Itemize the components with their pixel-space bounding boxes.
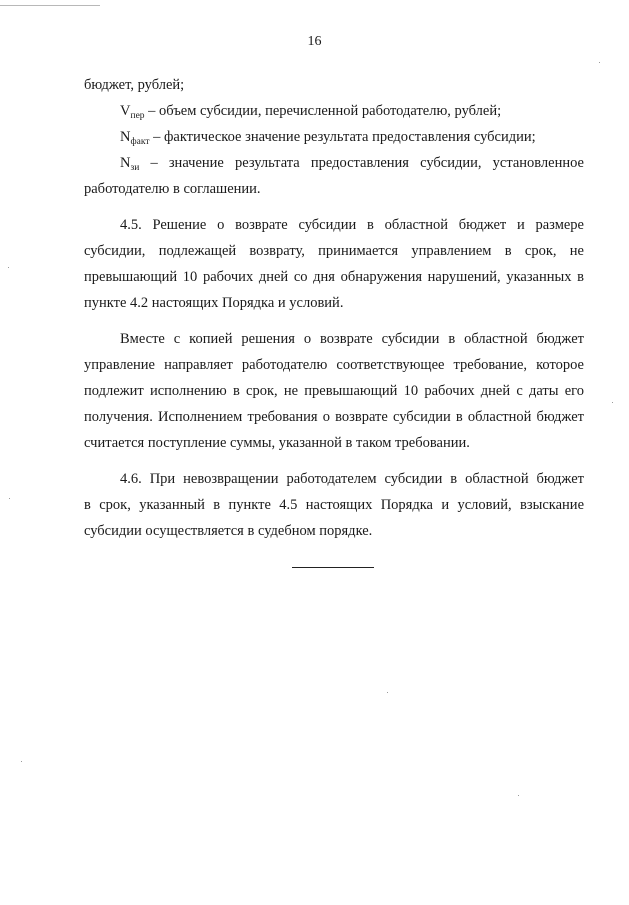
paragraph-vmeste-line: управление направляет работодателю соответствующее требование, которое [84,357,584,373]
end-of-document-rule [292,567,374,568]
paragraph-vmeste-line: Вместе с копией решения о возврате субсидии в областной бюджет [120,331,584,347]
text-line: бюджет, рублей; [84,77,185,93]
scan-edge-mark [0,5,100,6]
symbol-subscript: зи [130,163,140,173]
definition-n-zi [84,150,584,176]
definition-text: – фактическое значение результата предоставления субсидии; [149,129,536,145]
paragraph-4-5-line: пункте 4.2 настоящих Порядка и условий. [84,295,344,311]
paragraph-vmeste-line: считается поступление суммы, указанной в таком требовании. [84,435,470,451]
symbol: V [120,103,131,119]
scan-speck [387,692,388,693]
symbol: N [120,129,131,145]
paragraph-4-5-line: превышающий 10 рабочих дней со дня обнаружения нарушений, указанных в [84,269,584,285]
text-line: работодателю в соглашении. [84,181,261,197]
definition-v-per [84,98,584,124]
paragraph-4-5-line: 4.5. Решение о возврате субсидии в областной бюджет и размере [120,217,584,233]
scan-speck [518,795,519,796]
scan-speck [612,402,613,403]
paragraph-vmeste-line: подлежит исполнению в срок, не превышающий 10 рабочих дней с даты его [84,383,584,399]
paragraph-4-6-line: субсидии осуществляется в судебном порядке. [84,523,373,539]
symbol: N [120,155,131,171]
page-number: 16 [307,34,322,49]
definition-text: – объем субсидии, перечисленной работодателю, рублей; [144,103,502,119]
paragraph-vmeste-line: получения. Исполнением требования о возврате субсидии в областной бюджет [84,409,584,425]
definition-n-fakt [84,124,584,150]
definition-text: – значение результата предоставления субсидии, установленное [139,155,584,171]
paragraph-4-6-line: в срок, указанный в пункте 4.5 настоящих Порядка и условий, взыскание [84,497,584,513]
scan-speck [8,267,9,268]
scan-speck [599,62,600,63]
document-body [84,72,584,544]
symbol-subscript: пер [130,111,145,121]
symbol-subscript: факт [130,137,150,147]
paragraph-4-5-line: субсидии, подлежащей возврату, принимается управлением в срок, не [84,243,584,259]
paragraph-4-6-line: 4.6. При невозвращении работодателем субсидии в областной бюджет [120,471,584,487]
scan-speck [21,761,22,762]
scan-speck [9,498,10,499]
